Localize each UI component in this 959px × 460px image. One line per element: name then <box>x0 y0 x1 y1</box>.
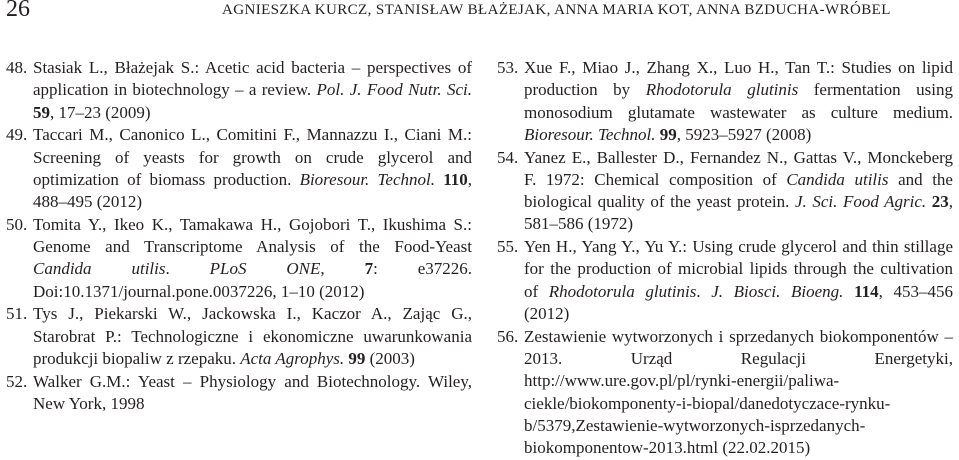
reference-italic-text: Candida utilis <box>786 169 889 189</box>
reference-volume: 99 <box>659 124 677 144</box>
reference-text-run: . <box>696 281 712 301</box>
reference-text <box>33 371 472 416</box>
reference-number: 54. <box>497 147 519 167</box>
reference-italic-text: Rhodotorula glutinis <box>548 281 697 301</box>
reference-entry <box>497 236 953 325</box>
running-head-authors: AGNIESZKA KURCZ, STANISŁAW BŁAŻEJAK, ANNA MARIA KOT, ANNA BZDUCHA-WRÓBEL <box>222 2 891 18</box>
reference-text-run: fermentation using monosodium glutamate wastewater as culture medium. <box>524 80 953 122</box>
reference-text-run: Stasiak L., Błażejak S.: Acetic acid bacteria – perspectives of application in biotechnology – a review. <box>33 58 472 100</box>
reference-text-run: Taccari M., Canonico L., Comitini F., Mannazzu I., Ciani M.: Screening of yeasts for growth on crude glycerol and optimization of biomass production. <box>33 125 472 189</box>
reference-entry <box>6 303 472 370</box>
reference-entry <box>497 147 953 236</box>
reference-number: 51. <box>6 304 28 324</box>
reference-text-run: : e37226. Doi:10.1371/journal.pone.0037226, 1‒10 (2012) <box>33 259 473 301</box>
reference-text-run: and the biological quality of the yeast protein. <box>524 169 953 212</box>
reference-text-run: (2003) <box>365 349 415 369</box>
reference-entry <box>6 214 472 303</box>
reference-text-run: Xue F., Miao J., Zhang X., Luo H., Tan T.: Studies on lipid production by <box>524 58 953 100</box>
references-column-right <box>497 57 953 460</box>
reference-italic-text: J. Biosci. Bioeng. <box>711 281 844 301</box>
reference-text-run: , 453‒456 (2012) <box>524 281 953 324</box>
reference-text-run: , 5923‒5927 (2008) <box>676 124 812 144</box>
reference-number: 49. <box>6 125 28 145</box>
reference-volume: 23 <box>931 192 949 212</box>
reference-text-run: Tomita Y., Ikeo K., Tamakawa H., Gojobori T., Ikushima S.: Genome and Transcriptome Analysis of the Food-Yeast <box>33 214 472 257</box>
reference-entry <box>497 57 953 146</box>
reference-text-run: Walker G.M.: Yeast – Physiology and Biotechnology. Wiley, New York, 1998 <box>33 371 472 414</box>
reference-text-run: , 488‒495 (2012) <box>33 169 472 212</box>
reference-text <box>524 326 953 460</box>
reference-italic-text: Bioresour. Technol. <box>299 169 435 189</box>
reference-number: 56. <box>497 326 519 346</box>
reference-number: 52. <box>6 371 28 391</box>
reference-entry <box>6 371 472 416</box>
reference-text-run: , <box>320 259 365 279</box>
reference-text-run: Yen H., Yang Y., Yu Y.: Using crude glycerol and thin stillage for the production of microbial lipids through the cultivation of <box>524 237 953 301</box>
reference-text <box>33 57 472 124</box>
reference-italic-text: Candida utilis <box>33 259 166 279</box>
reference-text-run <box>843 282 854 301</box>
reference-text <box>33 303 472 370</box>
page-number: 26 <box>6 0 30 22</box>
reference-italic-text: Bioresour. Technol. <box>524 124 656 144</box>
reference-text-run: Yanez E., Ballester D., Fernandez N., Gattas V., Monckeberg F. 1972: Chemical composition of <box>524 147 953 189</box>
reference-volume: 110 <box>443 169 468 189</box>
page-header <box>0 0 959 24</box>
reference-number: 48. <box>6 58 28 77</box>
reference-italic-text: J. Sci. Food Agric. <box>794 192 927 212</box>
reference-entry <box>6 124 472 213</box>
reference-text-run: . <box>165 259 210 279</box>
reference-volume: 7 <box>364 259 374 279</box>
reference-text <box>524 236 953 325</box>
reference-text-run: , 581‒586 (1972) <box>524 192 953 234</box>
reference-text-run: Zestawienie wytworzonych i sprzedanych biokomponentów – 2013. Urząd Regulacji Energetyki, http://www.ure.gov.pl/pl/rynki-energii/paliwa-ciekle/biokomponenty-i-biopal/danedotyczace-rynku-b/5379,Zestawienie-wytworzonych-isprzedanych-biokomponentow-2013.html (22.02.2015) <box>524 326 953 458</box>
reference-number: 55. <box>497 237 519 257</box>
reference-text-run <box>435 170 443 189</box>
reference-italic-text: PLoS ONE <box>209 259 321 279</box>
reference-text <box>33 124 472 213</box>
reference-text <box>524 57 953 146</box>
reference-text <box>524 147 953 236</box>
references-column-left <box>6 57 472 416</box>
reference-italic-text: Rhodotorula glutinis <box>645 80 799 100</box>
reference-number: 50. <box>6 214 28 234</box>
reference-volume: 59 <box>33 102 50 122</box>
reference-italic-text: Pol. J. Food Nutr. Sci. <box>316 80 472 100</box>
reference-text-run: Tys J., Piekarski W., Jackowska I., Kaczor A., Zając G., Starobrat P.: Technologiczne i ekonomiczne uwarunkowania produkcji biopaliw z rzepaku. <box>33 304 472 369</box>
reference-number: 53. <box>497 58 519 77</box>
reference-entry <box>6 57 472 124</box>
reference-text <box>33 214 472 303</box>
reference-italic-text: Acta Agrophys. <box>240 349 345 369</box>
reference-volume: 114 <box>854 281 879 301</box>
reference-text-run: , 17‒23 (2009) <box>50 102 151 122</box>
reference-volume: 99 <box>348 349 366 369</box>
reference-entry <box>497 326 953 460</box>
